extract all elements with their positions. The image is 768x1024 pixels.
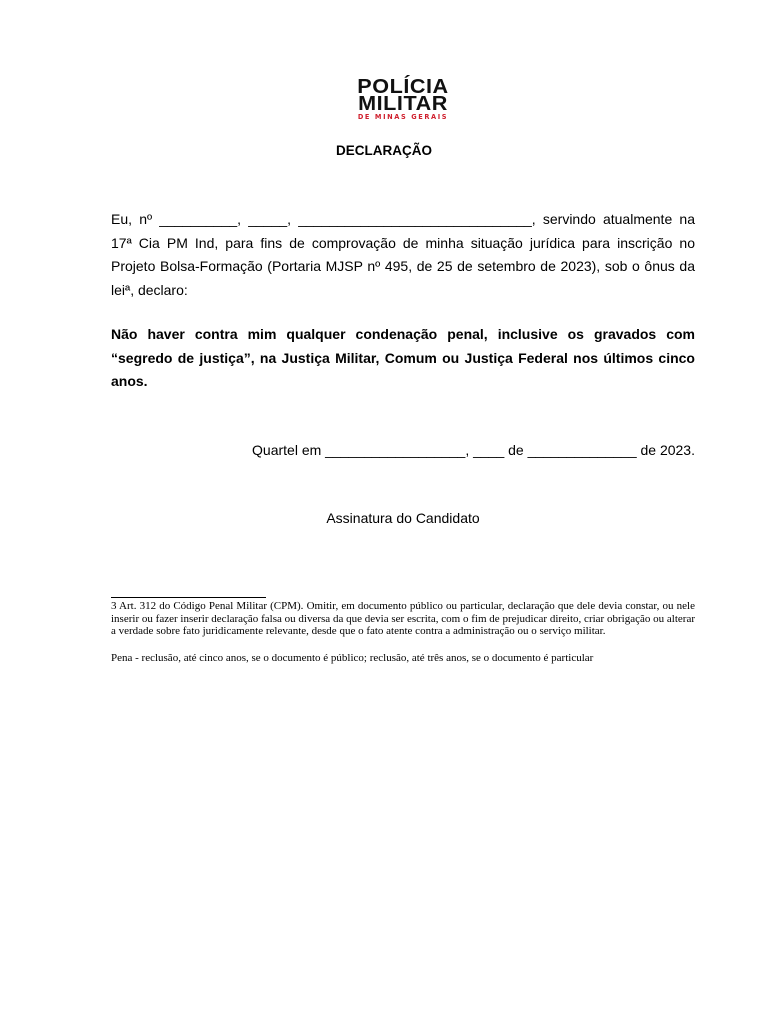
declaration-statement: Não haver contra mim qualquer condenação penal, inclusive os gravados com “segredo de justiça”, na Justiça Militar, Comum ou Justiça Federal nos últimos cinco anos. [111,326,695,389]
place-date-line: Quartel em __________________, ____ de ______________ de 2023. [252,442,695,458]
footnote-separator [111,597,266,598]
declaration-paragraph: Eu, nº __________, _____, ______________________________, servindo atualmente na 17ª Cia PM Ind, para fins de comprovação de minha situação jurídica para inscrição no Projeto Bolsa-Formação (Portaria MJSP nº 495, de 25 de setembro de 2023), sob o ônus da leiª, declaro: [111,211,695,298]
document-title: DECLARAÇÃO [336,143,432,158]
logo-line-minas-gerais: DE MINAS GERAIS [357,113,449,121]
logo-line-policia: POLÍCIA [357,76,449,98]
footnote-penalty: Pena - reclusão, até cinco anos, se o documento é público; reclusão, até três anos, se o documento é particular [111,652,594,664]
signature-label: Assinatura do Candidato [326,510,480,526]
policia-militar-logo [347,76,459,122]
logo-line-militar: MILITAR [358,93,448,115]
footnote-text: 3 Art. 312 do Código Penal Militar (CPM). Omitir, em documento público ou particular, declaração que dele devia constar, ou nele inserir ou fazer inserir declaração falsa ou diversa da que devia ser escrita, com o fim de prejudicar direito, criar obrigação ou alterar a verdade sobre fato juridicamente relevante, desde que o fato atente contra a administração ou o serviço militar. [111,600,695,637]
